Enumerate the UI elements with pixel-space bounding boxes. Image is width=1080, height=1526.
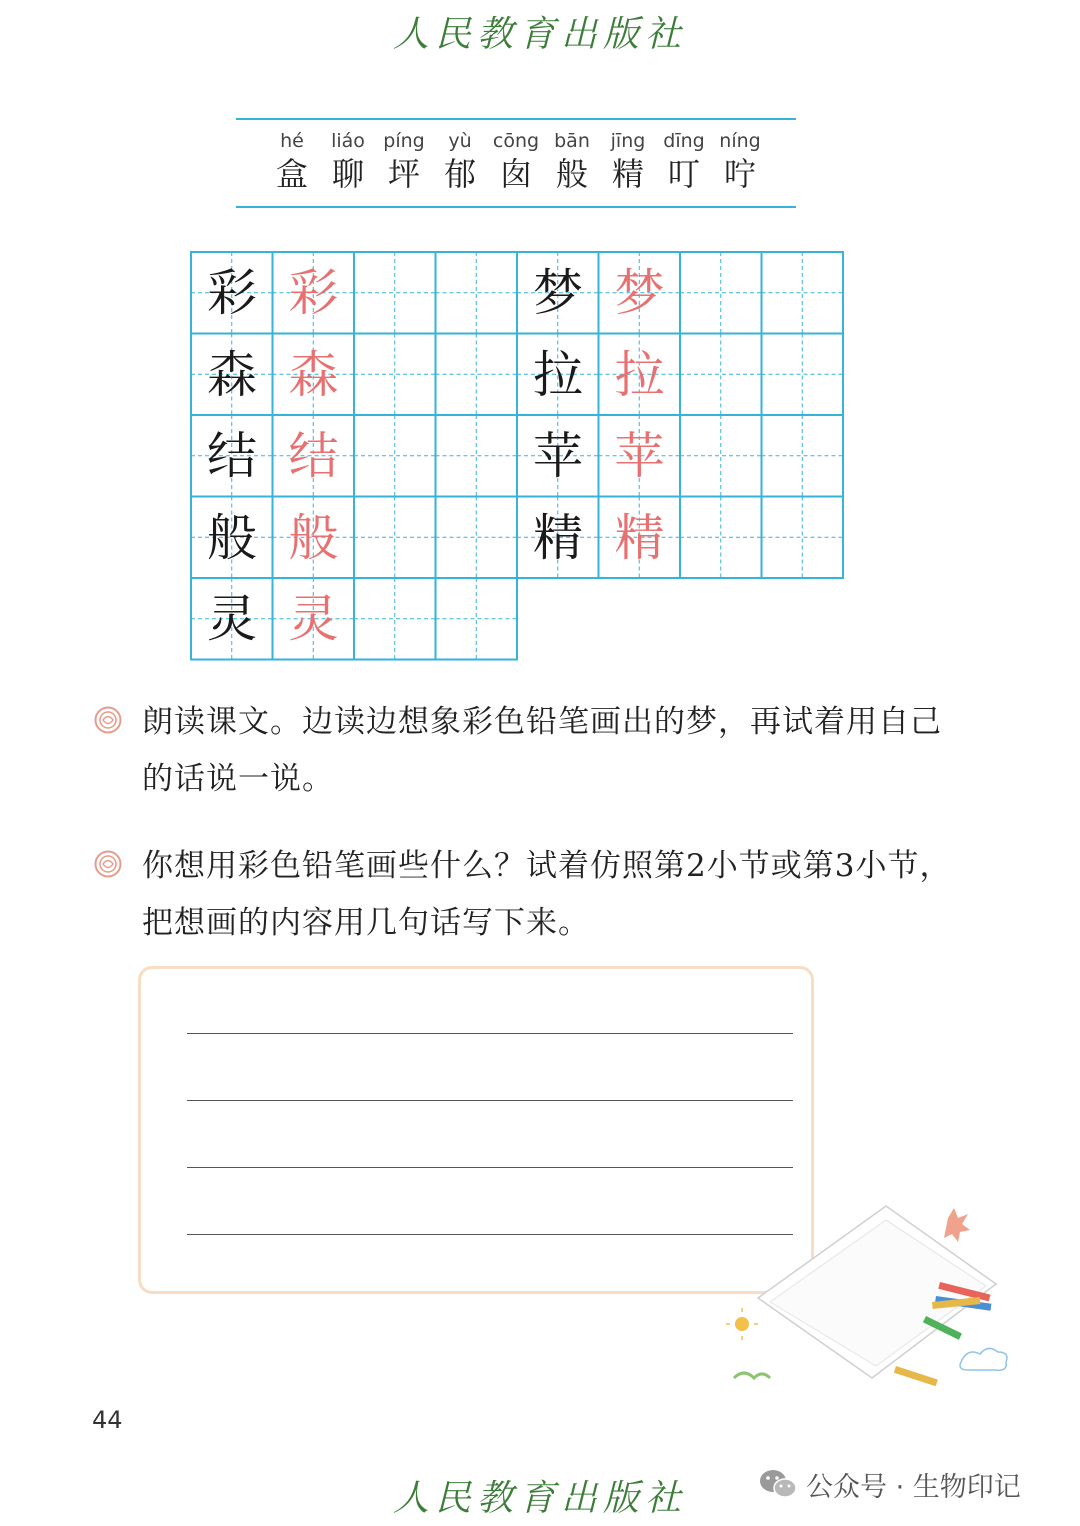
vocab-pinyin: yù	[448, 130, 472, 152]
pencils-paper-illustration	[700, 1190, 1060, 1400]
vocab-pinyin: píng	[383, 130, 425, 152]
trace-char: 结	[288, 427, 339, 485]
task-bullet-icon	[94, 850, 122, 878]
vocab-pinyin: jīng	[610, 130, 646, 152]
model-char: 拉	[533, 345, 583, 404]
grid-cell	[354, 334, 436, 416]
publisher-header: 人民教育出版社	[392, 14, 687, 55]
grid-cell	[354, 415, 436, 497]
vocab-hanzi: 盒	[275, 155, 308, 193]
grid-cell	[680, 497, 762, 579]
grid-cell	[354, 497, 436, 579]
model-char: 苹	[533, 427, 583, 485]
vocab-hanzi: 咛	[723, 155, 756, 193]
model-char: 森	[207, 345, 257, 404]
task-bullet-icon	[94, 706, 122, 734]
vocab-pinyin: bān	[554, 130, 590, 152]
grid-cell	[436, 334, 518, 416]
vocab-hanzi: 坪	[387, 155, 420, 193]
grid-cell	[762, 497, 844, 579]
grid-cell	[354, 578, 436, 660]
grid-cell	[680, 415, 762, 497]
vocab-pinyin: liáo	[331, 130, 365, 152]
task-text: 你想用彩色铅笔画些什么？试着仿照第2小节或第3小节，把想画的内容用几句话写下来。	[142, 848, 952, 941]
grid-cell	[436, 415, 518, 497]
vocab-hanzi: 郁	[443, 155, 476, 193]
trace-char: 拉	[614, 345, 665, 404]
trace-char: 森	[288, 345, 339, 404]
trace-char: 苹	[614, 427, 665, 485]
model-char: 般	[207, 508, 257, 567]
page-number: 44	[92, 1406, 123, 1434]
task-read-aloud	[92, 694, 952, 808]
task-text: 朗读课文。边读边想象彩色铅笔画出的梦，再试着用自己的话说一说。	[142, 704, 942, 797]
vocab-pinyin: níng	[719, 130, 761, 152]
grid-cell	[680, 252, 762, 334]
answer-line[interactable]	[187, 1167, 793, 1168]
model-char: 结	[207, 427, 257, 485]
vocab-pinyin: cōng	[492, 130, 540, 152]
vocab-pinyin: dīng	[663, 130, 705, 152]
publisher-footer: 人民教育出版社	[392, 1478, 687, 1519]
model-char: 灵	[207, 590, 257, 648]
model-char: 彩	[207, 264, 257, 322]
grid-cell	[436, 497, 518, 579]
vocab-hanzi: 叮	[667, 155, 700, 193]
vocab-pinyin: hé	[280, 130, 304, 152]
grid-cell	[762, 415, 844, 497]
grid-cell	[354, 252, 436, 334]
grid-cell	[680, 334, 762, 416]
grid-cell	[762, 334, 844, 416]
answer-line[interactable]	[187, 1033, 793, 1034]
trace-char: 梦	[614, 264, 665, 322]
trace-char: 灵	[288, 590, 339, 648]
grid-cell	[436, 578, 518, 660]
model-char: 精	[533, 508, 583, 567]
grid-cell	[436, 252, 518, 334]
watermark-text: 公众号 · 生物印记	[806, 1471, 1021, 1503]
model-char: 梦	[533, 264, 583, 322]
task-write	[92, 838, 952, 952]
vocab-hanzi: 聊	[331, 155, 364, 193]
vocab-hanzi: 般	[555, 155, 588, 193]
trace-char: 般	[288, 508, 339, 567]
grid-cell	[762, 252, 844, 334]
trace-char: 精	[614, 508, 665, 567]
trace-char: 彩	[288, 264, 339, 322]
vocab-hanzi: 囱	[499, 155, 532, 193]
answer-line[interactable]	[187, 1100, 793, 1101]
vocab-hanzi: 精	[611, 155, 644, 193]
